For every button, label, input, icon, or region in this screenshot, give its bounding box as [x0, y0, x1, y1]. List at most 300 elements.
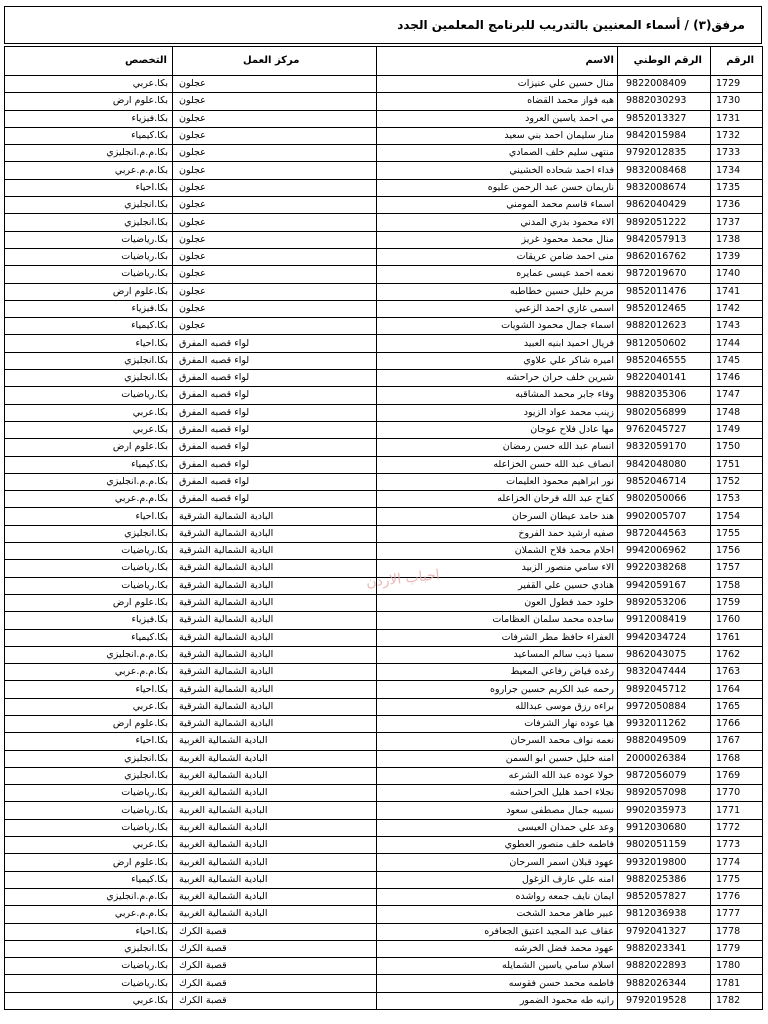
table-row: [5, 456, 763, 473]
cell-num: 1754: [711, 508, 763, 525]
cell-national-id: 9902005707: [618, 508, 711, 525]
cell-national-id: 9882025386: [618, 871, 711, 888]
table-row: [5, 612, 763, 629]
cell-num: 1766: [711, 715, 763, 732]
header-specialization: التخصص: [5, 47, 173, 76]
cell-name: اسمى غازي احمد الزعبي: [377, 300, 618, 317]
cell-workplace: لواء قصبه المفرق: [173, 456, 377, 473]
cell-num: 1752: [711, 473, 763, 490]
cell-workplace: عجلون: [173, 318, 377, 335]
cell-name: اميره شاكر علي علاوي: [377, 352, 618, 369]
cell-national-id: 9852011476: [618, 283, 711, 300]
cell-num: 1782: [711, 992, 763, 1009]
cell-name: الاء محمود بدري المدني: [377, 214, 618, 231]
cell-name: هند حامد عيطان السرحان: [377, 508, 618, 525]
table-row: [5, 214, 763, 231]
table-row: [5, 127, 763, 144]
cell-name: امنه علي عارف الزغول: [377, 871, 618, 888]
cell-national-id: 9822040141: [618, 370, 711, 387]
cell-num: 1744: [711, 335, 763, 352]
cell-workplace: البادية الشمالية الشرقية: [173, 508, 377, 525]
cell-specialization: بكا.احياء: [5, 681, 173, 698]
cell-specialization: بكا.م.م.انجليزي: [5, 888, 173, 905]
cell-workplace: البادية الشمالية الشرقية: [173, 612, 377, 629]
table-row: [5, 197, 763, 214]
table-row: [5, 248, 763, 265]
cell-num: 1758: [711, 577, 763, 594]
cell-workplace: عجلون: [173, 145, 377, 162]
cell-num: 1751: [711, 456, 763, 473]
cell-num: 1746: [711, 370, 763, 387]
cell-national-id: 9862016762: [618, 248, 711, 265]
cell-national-id: 9942059167: [618, 577, 711, 594]
cell-workplace: البادية الشمالية الغربية: [173, 767, 377, 784]
cell-national-id: 9852057827: [618, 888, 711, 905]
cell-name: العفراء حافظ مطر الشرفات: [377, 629, 618, 646]
cell-num: 1750: [711, 439, 763, 456]
table-row: [5, 439, 763, 456]
cell-national-id: 9882023341: [618, 940, 711, 957]
cell-num: 1741: [711, 283, 763, 300]
cell-specialization: بكا.احياء: [5, 335, 173, 352]
cell-name: خولا عوده عبد الله الشرعه: [377, 767, 618, 784]
cell-num: 1745: [711, 352, 763, 369]
cell-workplace: البادية الشمالية الشرقية: [173, 698, 377, 715]
table-row: [5, 871, 763, 888]
cell-num: 1748: [711, 404, 763, 421]
cell-national-id: 2000026384: [618, 750, 711, 767]
cell-workplace: البادية الشمالية الغربية: [173, 785, 377, 802]
table-row: [5, 525, 763, 542]
cell-name: منال محمد محمود غريز: [377, 231, 618, 248]
table-body: [5, 76, 763, 1010]
cell-workplace: عجلون: [173, 162, 377, 179]
cell-specialization: بكا.كيمياء: [5, 318, 173, 335]
cell-specialization: بكا.م.م.انجليزي: [5, 145, 173, 162]
table-row: [5, 162, 763, 179]
cell-workplace: عجلون: [173, 300, 377, 317]
cell-national-id: 9942034724: [618, 629, 711, 646]
table-row: [5, 715, 763, 732]
cell-name: انسام عبد الله حسن رمضان: [377, 439, 618, 456]
table-row: [5, 473, 763, 490]
table-row: [5, 335, 763, 352]
table-row: [5, 646, 763, 663]
cell-national-id: 9922038268: [618, 560, 711, 577]
cell-workplace: عجلون: [173, 214, 377, 231]
cell-num: 1735: [711, 179, 763, 196]
cell-num: 1733: [711, 145, 763, 162]
cell-national-id: 9882035306: [618, 387, 711, 404]
cell-workplace: البادية الشمالية الشرقية: [173, 525, 377, 542]
cell-national-id: 9812036938: [618, 906, 711, 923]
cell-workplace: قصبة الكرك: [173, 975, 377, 992]
table-row: [5, 664, 763, 681]
cell-name: منال حسين علي عنيزات: [377, 76, 618, 93]
cell-num: 1729: [711, 76, 763, 93]
cell-workplace: البادية الشمالية الشرقية: [173, 543, 377, 560]
cell-workplace: البادية الشمالية الغربية: [173, 802, 377, 819]
cell-num: 1759: [711, 594, 763, 611]
document-sheet: [4, 6, 764, 1018]
table-row: [5, 698, 763, 715]
table-row: [5, 318, 763, 335]
cell-name: هنادي حسين علي القفير: [377, 577, 618, 594]
cell-workplace: عجلون: [173, 110, 377, 127]
cell-workplace: قصبة الكرك: [173, 992, 377, 1009]
cell-national-id: 9932011262: [618, 715, 711, 732]
cell-national-id: 9872044563: [618, 525, 711, 542]
cell-national-id: 9882026344: [618, 975, 711, 992]
cell-national-id: 9832047444: [618, 664, 711, 681]
cell-specialization: بكا.رياضيات: [5, 577, 173, 594]
table-row: [5, 370, 763, 387]
table-row: [5, 508, 763, 525]
cell-specialization: بكا.رياضيات: [5, 785, 173, 802]
table-row: [5, 854, 763, 871]
cell-workplace: البادية الشمالية الشرقية: [173, 577, 377, 594]
cell-name: هبه فواز محمد القضاه: [377, 93, 618, 110]
table-row: [5, 906, 763, 923]
cell-num: 1776: [711, 888, 763, 905]
table-row: [5, 300, 763, 317]
cell-specialization: بكا.فيزياء: [5, 300, 173, 317]
cell-num: 1742: [711, 300, 763, 317]
cell-specialization: بكا.م.م.عربي: [5, 162, 173, 179]
cell-name: منتهى سليم خلف الصمادي: [377, 145, 618, 162]
table-row: [5, 958, 763, 975]
cell-name: اسماء جمال محمود الشويات: [377, 318, 618, 335]
cell-national-id: 9882022893: [618, 958, 711, 975]
cell-national-id: 9802051159: [618, 837, 711, 854]
cell-workplace: عجلون: [173, 231, 377, 248]
table-row: [5, 231, 763, 248]
table-row: [5, 421, 763, 438]
cell-specialization: بكا.علوم ارض: [5, 594, 173, 611]
cell-specialization: بكا.م.م.عربي: [5, 664, 173, 681]
table-row: [5, 837, 763, 854]
cell-specialization: بكا.عربي: [5, 837, 173, 854]
cell-workplace: البادية الشمالية الغربية: [173, 888, 377, 905]
cell-specialization: بكا.رياضيات: [5, 975, 173, 992]
cell-national-id: 9912008419: [618, 612, 711, 629]
cell-workplace: لواء قصبه المفرق: [173, 473, 377, 490]
cell-name: ناريمان حسن عبد الرحمن عليوه: [377, 179, 618, 196]
cell-name: نجلاء احمد هليل الحراحشه: [377, 785, 618, 802]
cell-specialization: بكا.م.م.عربي: [5, 491, 173, 508]
cell-name: وعد علي حمدان العيسى: [377, 819, 618, 836]
document-title: مرفق(٣) / أسماء المعنيين بالتدريب للبرنامج المعلمين الجدد: [4, 6, 762, 44]
table-row: [5, 110, 763, 127]
cell-national-id: 9892053206: [618, 594, 711, 611]
cell-specialization: بكا.انجليزي: [5, 197, 173, 214]
table-row: [5, 888, 763, 905]
cell-specialization: بكا.علوم ارض: [5, 93, 173, 110]
cell-name: فاطمه خلف منصور العطوي: [377, 837, 618, 854]
cell-num: 1737: [711, 214, 763, 231]
cell-workplace: البادية الشمالية الغربية: [173, 871, 377, 888]
cell-name: رانيه طه محمود الضمور: [377, 992, 618, 1009]
cell-workplace: لواء قصبه المفرق: [173, 491, 377, 508]
cell-name: عبير طاهر محمد الشخت: [377, 906, 618, 923]
cell-workplace: البادية الشمالية الشرقية: [173, 715, 377, 732]
cell-national-id: 9852046555: [618, 352, 711, 369]
cell-name: صفيه ارشيد حمد الفروخ: [377, 525, 618, 542]
table-row: [5, 76, 763, 93]
cell-specialization: بكا.فيزياء: [5, 110, 173, 127]
cell-num: 1730: [711, 93, 763, 110]
cell-name: فداء احمد شحاده الخشيني: [377, 162, 618, 179]
table-row: [5, 179, 763, 196]
cell-num: 1738: [711, 231, 763, 248]
cell-name: سميا ذيب سالم المساعيد: [377, 646, 618, 663]
cell-workplace: البادية الشمالية الغربية: [173, 906, 377, 923]
cell-workplace: البادية الشمالية الغربية: [173, 819, 377, 836]
cell-num: 1749: [711, 421, 763, 438]
cell-num: 1768: [711, 750, 763, 767]
cell-workplace: البادية الشمالية الشرقية: [173, 681, 377, 698]
cell-workplace: البادية الشمالية الغربية: [173, 854, 377, 871]
cell-workplace: عجلون: [173, 127, 377, 144]
cell-specialization: بكا.رياضيات: [5, 560, 173, 577]
cell-specialization: بكا.كيمياء: [5, 871, 173, 888]
cell-name: زينب محمد عواد الزيود: [377, 404, 618, 421]
cell-num: 1779: [711, 940, 763, 957]
cell-name: مريم خليل حسين خطاطبه: [377, 283, 618, 300]
teachers-table: [4, 46, 763, 1010]
watermark-text: احباب الاردن: [365, 567, 441, 591]
table-row: [5, 733, 763, 750]
cell-specialization: بكا.انجليزي: [5, 750, 173, 767]
cell-national-id: 9852046714: [618, 473, 711, 490]
table-row: [5, 352, 763, 369]
cell-num: 1747: [711, 387, 763, 404]
cell-num: 1756: [711, 543, 763, 560]
cell-name: عهود قبلان اسمر السرحان: [377, 854, 618, 871]
cell-specialization: بكا.انجليزي: [5, 940, 173, 957]
cell-num: 1778: [711, 923, 763, 940]
cell-num: 1763: [711, 664, 763, 681]
cell-num: 1734: [711, 162, 763, 179]
cell-national-id: 9822008409: [618, 76, 711, 93]
cell-specialization: بكا.عربي: [5, 698, 173, 715]
cell-workplace: لواء قصبه المفرق: [173, 421, 377, 438]
cell-specialization: بكا.علوم ارض: [5, 283, 173, 300]
cell-national-id: 9882012623: [618, 318, 711, 335]
cell-name: الاء سامي منصور الزبيد: [377, 560, 618, 577]
cell-workplace: البادية الشمالية الشرقية: [173, 646, 377, 663]
cell-num: 1781: [711, 975, 763, 992]
cell-national-id: 9842057913: [618, 231, 711, 248]
cell-workplace: عجلون: [173, 76, 377, 93]
table-row: [5, 975, 763, 992]
cell-workplace: لواء قصبه المفرق: [173, 439, 377, 456]
cell-name: براءه رزق موسى عبدالله: [377, 698, 618, 715]
cell-national-id: 9862040429: [618, 197, 711, 214]
cell-national-id: 9832008468: [618, 162, 711, 179]
cell-num: 1731: [711, 110, 763, 127]
cell-national-id: 9792019528: [618, 992, 711, 1009]
cell-name: نور ابراهيم محمود العليمات: [377, 473, 618, 490]
table-row: [5, 145, 763, 162]
cell-workplace: البادية الشمالية الغربية: [173, 837, 377, 854]
cell-workplace: البادية الشمالية الغربية: [173, 750, 377, 767]
table-row: [5, 940, 763, 957]
cell-specialization: بكا.علوم ارض: [5, 715, 173, 732]
cell-specialization: بكا.احياء: [5, 923, 173, 940]
cell-specialization: بكا.رياضيات: [5, 387, 173, 404]
cell-specialization: بكا.رياضيات: [5, 802, 173, 819]
cell-name: نعمه احمد عيسى عمايره: [377, 266, 618, 283]
cell-name: خلود حمد فطول العون: [377, 594, 618, 611]
cell-name: عفاف عبد المجيد اعتيق الجعافره: [377, 923, 618, 940]
cell-specialization: بكا.علوم ارض: [5, 854, 173, 871]
cell-specialization: بكا.كيمياء: [5, 456, 173, 473]
cell-num: 1755: [711, 525, 763, 542]
table-header-row: [5, 47, 763, 76]
cell-specialization: بكا.انجليزي: [5, 767, 173, 784]
cell-national-id: 9872019670: [618, 266, 711, 283]
cell-name: نسيبه جمال مصطفى سعود: [377, 802, 618, 819]
table-row: [5, 404, 763, 421]
cell-national-id: 9902035973: [618, 802, 711, 819]
cell-name: شيرين خلف حران حراحشه: [377, 370, 618, 387]
cell-num: 1773: [711, 837, 763, 854]
cell-specialization: بكا.رياضيات: [5, 543, 173, 560]
cell-national-id: 9812050602: [618, 335, 711, 352]
cell-specialization: بكا.علوم ارض: [5, 439, 173, 456]
cell-national-id: 9762045727: [618, 421, 711, 438]
cell-specialization: بكا.م.م.انجليزي: [5, 646, 173, 663]
cell-num: 1732: [711, 127, 763, 144]
cell-num: 1770: [711, 785, 763, 802]
cell-name: رغده فياض رفاعي المعيط: [377, 664, 618, 681]
cell-national-id: 9882030293: [618, 93, 711, 110]
cell-national-id: 9862043075: [618, 646, 711, 663]
cell-name: فاطمه محمد حسن فقوسه: [377, 975, 618, 992]
cell-workplace: قصبة الكرك: [173, 923, 377, 940]
cell-specialization: بكا.عربي: [5, 992, 173, 1009]
cell-national-id: 9942006962: [618, 543, 711, 560]
cell-specialization: بكا.عربي: [5, 421, 173, 438]
cell-national-id: 9932019800: [618, 854, 711, 871]
cell-national-id: 9832008674: [618, 179, 711, 196]
cell-num: 1739: [711, 248, 763, 265]
cell-specialization: بكا.انجليزي: [5, 214, 173, 231]
cell-national-id: 9792041327: [618, 923, 711, 940]
cell-national-id: 9912030680: [618, 819, 711, 836]
cell-workplace: البادية الشمالية الشرقية: [173, 594, 377, 611]
cell-name: ساجده محمد سلمان العظامات: [377, 612, 618, 629]
header-workplace: مركز العمل: [173, 47, 377, 76]
cell-national-id: 9792012835: [618, 145, 711, 162]
cell-specialization: بكا.عربي: [5, 76, 173, 93]
cell-name: عهود محمد فضل الخرشه: [377, 940, 618, 957]
cell-workplace: البادية الشمالية الغربية: [173, 733, 377, 750]
table-row: [5, 266, 763, 283]
cell-workplace: البادية الشمالية الشرقية: [173, 629, 377, 646]
cell-workplace: عجلون: [173, 179, 377, 196]
table-row: [5, 594, 763, 611]
cell-name: مها عادل فلاح عوجان: [377, 421, 618, 438]
cell-num: 1774: [711, 854, 763, 871]
cell-num: 1771: [711, 802, 763, 819]
cell-national-id: 9892051222: [618, 214, 711, 231]
cell-workplace: لواء قصبه المفرق: [173, 387, 377, 404]
table-row: [5, 629, 763, 646]
table-row: [5, 802, 763, 819]
cell-num: 1762: [711, 646, 763, 663]
cell-num: 1761: [711, 629, 763, 646]
cell-name: نعمه نواف محمد السرحان: [377, 733, 618, 750]
cell-national-id: 9852013327: [618, 110, 711, 127]
table-row: [5, 387, 763, 404]
cell-specialization: بكا.فيزياء: [5, 612, 173, 629]
table-row: [5, 491, 763, 508]
cell-specialization: بكا.رياضيات: [5, 231, 173, 248]
table-row: [5, 750, 763, 767]
cell-specialization: بكا.احياء: [5, 733, 173, 750]
cell-num: 1764: [711, 681, 763, 698]
header-national-id: الرقم الوطني: [618, 47, 711, 76]
cell-national-id: 9852012465: [618, 300, 711, 317]
table-row: [5, 785, 763, 802]
cell-num: 1780: [711, 958, 763, 975]
cell-num: 1740: [711, 266, 763, 283]
table-row: [5, 283, 763, 300]
cell-specialization: بكا.انجليزي: [5, 352, 173, 369]
cell-specialization: بكا.انجليزي: [5, 370, 173, 387]
cell-workplace: عجلون: [173, 266, 377, 283]
cell-name: كفاح عبد الله فرحان الخزاعله: [377, 491, 618, 508]
cell-num: 1765: [711, 698, 763, 715]
cell-specialization: بكا.رياضيات: [5, 958, 173, 975]
cell-specialization: بكا.احياء: [5, 179, 173, 196]
cell-workplace: البادية الشمالية الشرقية: [173, 664, 377, 681]
cell-workplace: عجلون: [173, 248, 377, 265]
cell-num: 1757: [711, 560, 763, 577]
cell-specialization: بكا.احياء: [5, 508, 173, 525]
cell-name: منار سليمان احمد بني سعيد: [377, 127, 618, 144]
cell-name: اسماء قاسم محمد المومني: [377, 197, 618, 214]
cell-num: 1775: [711, 871, 763, 888]
cell-workplace: قصبة الكرك: [173, 958, 377, 975]
cell-workplace: عجلون: [173, 197, 377, 214]
cell-name: انصاف عبد الله حسن الخزاعله: [377, 456, 618, 473]
cell-num: 1767: [711, 733, 763, 750]
cell-national-id: 9802050066: [618, 491, 711, 508]
cell-national-id: 9832059170: [618, 439, 711, 456]
cell-num: 1760: [711, 612, 763, 629]
cell-num: 1743: [711, 318, 763, 335]
cell-specialization: بكا.رياضيات: [5, 819, 173, 836]
header-name: الاسم: [377, 47, 618, 76]
table-row: [5, 681, 763, 698]
cell-workplace: لواء قصبه المفرق: [173, 404, 377, 421]
table-row: [5, 992, 763, 1009]
cell-specialization: بكا.رياضيات: [5, 248, 173, 265]
cell-specialization: بكا.انجليزي: [5, 525, 173, 542]
cell-national-id: 9802056899: [618, 404, 711, 421]
cell-workplace: قصبة الكرك: [173, 940, 377, 957]
cell-national-id: 9892045712: [618, 681, 711, 698]
cell-name: اسلام سامي ياسين الشمايله: [377, 958, 618, 975]
cell-workplace: عجلون: [173, 283, 377, 300]
table-row: [5, 923, 763, 940]
cell-specialization: بكا.رياضيات: [5, 266, 173, 283]
cell-num: 1777: [711, 906, 763, 923]
cell-num: 1772: [711, 819, 763, 836]
